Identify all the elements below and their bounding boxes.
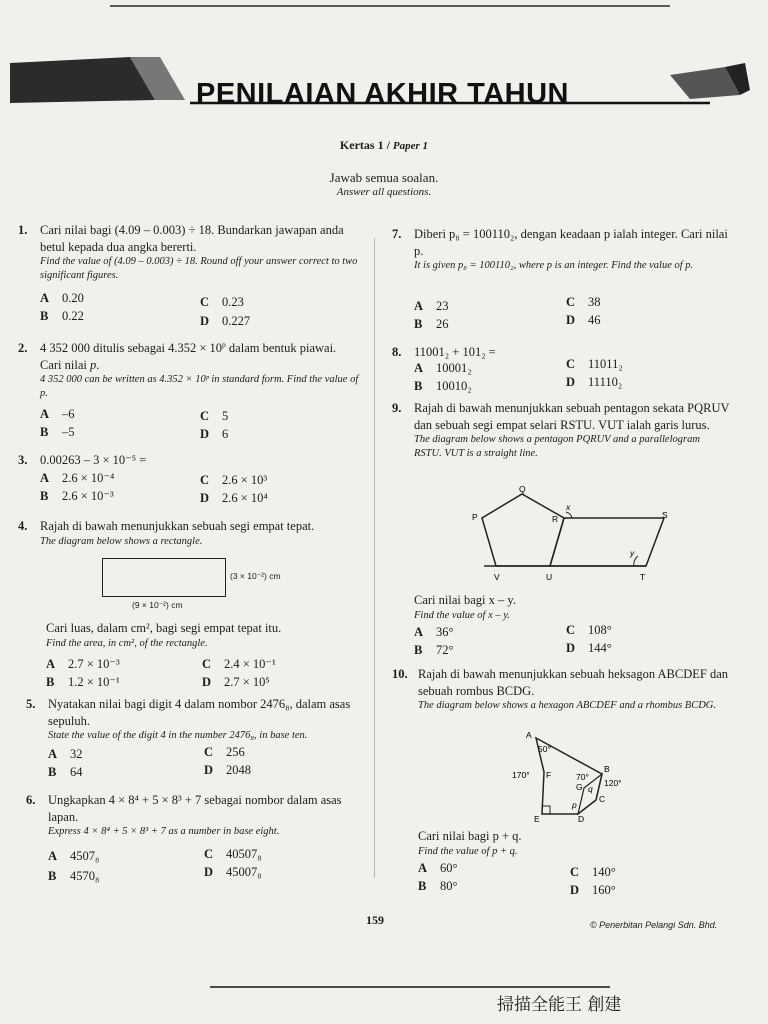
question-10-text-my: Rajah di bawah menunjukkan sebuah heksagon ABCDEF dan sebuah rombus BCDG. [418, 667, 729, 698]
label-e: E [534, 814, 540, 824]
label-t: T [640, 572, 646, 582]
question-2-text-my: 4 352 000 ditulis sebagai $4.352 \times 10^p$ dalam bentuk piawai. Cari nilai p. [40, 340, 337, 372]
option-c[interactable]: C 2.4 × 10⁻¹ [202, 657, 276, 671]
option-c[interactable]: C 5 [200, 409, 229, 423]
option-c[interactable]: C 11011₂ [566, 357, 623, 371]
question-9-text-my: Rajah di bawah menunjukkan sebuah pentagon sekata PQRUV dan sebuah segi empat selari RSTU. VUT ialah garis lurus. [414, 401, 730, 432]
option-c[interactable]: C 38 [566, 295, 601, 309]
question-1-text-my: Cari nilai bagi (4.09 – 0.003) ÷ 18. Bundarkan jawapan anda betul kepada dua angka bererti. [40, 223, 344, 254]
page-title: PENILAIAN AKHIR TAHUN [196, 78, 569, 110]
option-b[interactable]: B 10010₂ [414, 379, 472, 393]
pentagon-shape [482, 494, 564, 566]
question-7-text-en: It is given p₈ = 100110₂, where p is an integer. Find the value of p. [414, 260, 694, 271]
question-10-ask: Cari nilai bagi p + q. Find the value of p + q. [418, 829, 522, 857]
option-d[interactable]: D 46 [566, 313, 601, 327]
pentagon-parallelogram-figure [464, 484, 668, 588]
label-angle-170: 170° [512, 770, 530, 780]
label-a: A [526, 730, 532, 740]
option-a[interactable]: A 2.6 × 10⁻⁴ [40, 471, 115, 485]
question-2: 2. 4 352 000 ditulis sebagai $4.352 \times 10^p$ dalam bentuk piawai. Cari nilai p. 4 352 000 can be written as 4.352 × 10ᵖ in standard form. Find the value of p. A –6 B –5 C 5 D 6 [18, 340, 359, 441]
option-b[interactable]: B 1.2 × 10⁻¹ [46, 675, 120, 689]
banner-left-block [10, 57, 155, 103]
label-q: q [588, 784, 593, 794]
scanner-watermark: 掃描全能王 創建 [497, 995, 622, 1015]
option-b[interactable]: B –5 [40, 425, 75, 439]
question-9-ask: Cari nilai bagi x – y. Find the value of x – y. [414, 593, 516, 621]
question-9: 9. Rajah di bawah menunjukkan sebuah pentagon sekata PQRUV dan sebuah segi empat selari RSTU. VUT ialah garis lurus. The diagram below shows a pentagon PQRUV and a parallelogram RSTU. VUT is a straight line. Q P R S V U T x y Cari nilai bagi x – y. Find the value of x – y. A 36° B 72° C 108° D 144° [392, 401, 730, 657]
question-10: 10. Rajah di bawah menunjukkan sebuah heksagon ABCDEF dan sebuah rombus BCDG. The diagram below shows a hexagon ABCDEF and a rhombus BCDG. A B C D E F G p q 50° 170° 70° 120° Cari nilai bagi p + q. Find the value of p + q. A 60° B 80° C 140° D 160° [418, 666, 732, 713]
option-c[interactable]: C 40507₈ [204, 847, 262, 861]
top-rule [110, 5, 670, 7]
instruction-en: Answer all questions. [336, 186, 432, 198]
label-g: G [576, 782, 583, 792]
question-7: 7. Diberi p₈ = 100110₂, dengan keadaan p ialah integer. Cari nilai p. It is given p₈ = 100110₂, where p is an integer. Find the value of p. A 23 B 26 C 38 D 46 [414, 226, 730, 273]
label-r: R [552, 514, 559, 524]
label-y: y [630, 548, 635, 558]
option-b[interactable]: B 2.6 × 10⁻³ [40, 489, 114, 503]
bottom-rule [210, 986, 610, 988]
option-c[interactable]: C 0.23 [200, 295, 244, 309]
column-divider [374, 238, 375, 878]
question-6-text-en: Express 4 × 8⁴ + 5 × 8³ + 7 as a number in base eight. [48, 826, 280, 837]
option-d[interactable]: D 11110₂ [566, 375, 623, 389]
label-b: B [604, 764, 610, 774]
question-8: 8. 11001₂ + 101₂ = A 10001₂ B 10010₂ C 11011₂ D 11110₂ [414, 344, 730, 361]
option-a[interactable]: A 36° [414, 625, 454, 639]
question-4-ask: Cari luas, dalam cm², bagi segi empat tepat itu. Find the area, in cm², of the rectangle. [46, 621, 282, 649]
question-7-text-my: Diberi p₈ = 100110₂, dengan keadaan p ialah integer. Cari nilai p. [414, 227, 728, 258]
label-f: F [546, 770, 552, 780]
option-d[interactable]: D 160° [570, 883, 616, 897]
question-6: 6. Ungkapkan 4 × 8⁴ + 5 × 8³ + 7 sebagai nombor dalam asas lapan. Express 4 × 8⁴ + 5 × 8³ + 7 as a number in base eight. A 4507₈ B 4570₈ C 40507₈ D 45007₈ [48, 792, 366, 839]
rectangle-side-label: (3 × 10⁻²) cm [230, 571, 281, 581]
option-a[interactable]: A 0.20 [40, 291, 84, 305]
question-5-text-en: State the value of the digit 4 in the number 2476₈, in base ten. [48, 730, 308, 741]
option-d[interactable]: D 2048 [204, 763, 251, 777]
rectangle-bottom-label: (9 × 10⁻²) cm [132, 600, 183, 610]
label-p: P [472, 512, 478, 522]
parallelogram-shape [550, 518, 664, 566]
label-angle-50: 50° [538, 744, 551, 754]
copyright-text: © Penerbitan Pelangi Sdn. Bhd. [590, 920, 718, 930]
option-b[interactable]: B 0.22 [40, 309, 84, 323]
question-8-stem: 11001₂ + 101₂ = [414, 345, 496, 359]
question-6-text-my: Ungkapkan 4 × 8⁴ + 5 × 8³ + 7 sebagai nombor dalam asas lapan. [48, 793, 342, 824]
question-4-text-en: The diagram below shows a rectangle. [40, 535, 203, 547]
label-p: p [572, 800, 577, 810]
option-a[interactable]: A 23 [414, 299, 449, 313]
paper-label: Kertas 1 / Paper 1 [339, 138, 429, 152]
option-b[interactable]: B 80° [418, 879, 458, 893]
option-c[interactable]: C 2.6 × 10³ [200, 473, 268, 487]
question-1: 1. Cari nilai bagi (4.09 – 0.003) ÷ 18. Bundarkan jawapan anda betul kepada dua angka bererti. Find the value of (4.09 – 0.003) ÷ 18. Round off your answer correct to two significant figures. A 0.20 B 0.22 C 0.23 D 0.227 [40, 222, 360, 282]
option-b[interactable]: B 26 [414, 317, 449, 331]
option-c[interactable]: C 256 [204, 745, 245, 759]
option-c[interactable]: C 140° [570, 865, 616, 879]
label-v: V [494, 572, 500, 582]
question-2-text-en: 4 352 000 can be written as 4.352 × 10ᵖ in standard form. Find the value of p. [40, 374, 359, 399]
label-u: U [546, 572, 553, 582]
question-10-text-en: The diagram below shows a hexagon ABCDEF and a rhombus BCDG. [418, 700, 716, 711]
option-a[interactable]: A 4507₈ [48, 849, 100, 863]
option-d[interactable]: D 2.7 × 10⁵ [202, 675, 270, 689]
option-a[interactable]: A 2.7 × 10⁻³ [46, 657, 120, 671]
question-3: 3. 0.00263 – 3 × 10⁻⁵ = A 2.6 × 10⁻⁴ B 2.6 × 10⁻³ C 2.6 × 10³ D 2.6 × 10⁴ [40, 452, 360, 469]
instruction-my: Jawab semua soalan. [329, 170, 439, 185]
label-s: S [662, 510, 668, 520]
question-5: 5. Nyatakan nilai bagi digit 4 dalam nombor 2476₈, dalam asas sepuluh. State the value of the digit 4 in the number 2476₈, in base ten. A 32 B 64 C 256 D 2048 [48, 696, 366, 743]
option-d[interactable]: D 6 [200, 427, 229, 441]
option-a[interactable]: A –6 [40, 407, 75, 421]
label-q: Q [519, 484, 526, 494]
label-d: D [578, 814, 585, 824]
option-b[interactable]: B 72° [414, 643, 454, 657]
option-d[interactable]: D 2.6 × 10⁴ [200, 491, 268, 505]
question-1-text-en: Find the value of (4.09 – 0.003) ÷ 18. Round off your answer correct to two significant figures. [40, 256, 358, 281]
option-b[interactable]: B 4570₈ [48, 869, 100, 883]
option-a[interactable]: A 32 [48, 747, 83, 761]
question-3-stem: 0.00263 – 3 × 10⁻⁵ = [40, 453, 147, 467]
label-angle-120: 120° [604, 778, 622, 788]
option-d[interactable]: D 144° [566, 641, 612, 655]
question-5-text-my: Nyatakan nilai bagi digit 4 dalam nombor 2476₈, dalam asas sepuluh. [48, 697, 351, 728]
rectangle-figure [102, 558, 226, 597]
option-a[interactable]: A 10001₂ [414, 361, 472, 375]
option-d[interactable]: D 0.227 [200, 314, 251, 328]
option-c[interactable]: C 108° [566, 623, 612, 637]
option-b[interactable]: B 64 [48, 765, 83, 779]
question-4-text-my: Rajah di bawah menunjukkan sebuah segi empat tepat. [40, 519, 315, 533]
question-4: 4. Rajah di bawah menunjukkan sebuah segi empat tepat. The diagram below shows a rectangle. (3 × 10⁻²) cm (9 × 10⁻²) cm Cari luas, dalam cm², bagi segi empat tepat itu. Find the area, in cm², of the rectangle. A 2.7 × 10⁻³ B 1.2 × 10⁻¹ C 2.4 × 10⁻¹ D 2.7 × 10⁵ [40, 518, 360, 548]
label-c: C [599, 794, 606, 804]
question-9-text-en: The diagram below shows a pentagon PQRUV and a parallelogram RSTU. VUT is a straight line. [414, 434, 700, 459]
label-x: x [566, 502, 571, 512]
hexagon-rhombus-figure [508, 730, 628, 826]
label-angle-70: 70° [576, 772, 589, 782]
option-d[interactable]: D 45007₈ [204, 865, 262, 879]
option-a[interactable]: A 60° [418, 861, 458, 875]
page-number: 159 [366, 913, 384, 927]
